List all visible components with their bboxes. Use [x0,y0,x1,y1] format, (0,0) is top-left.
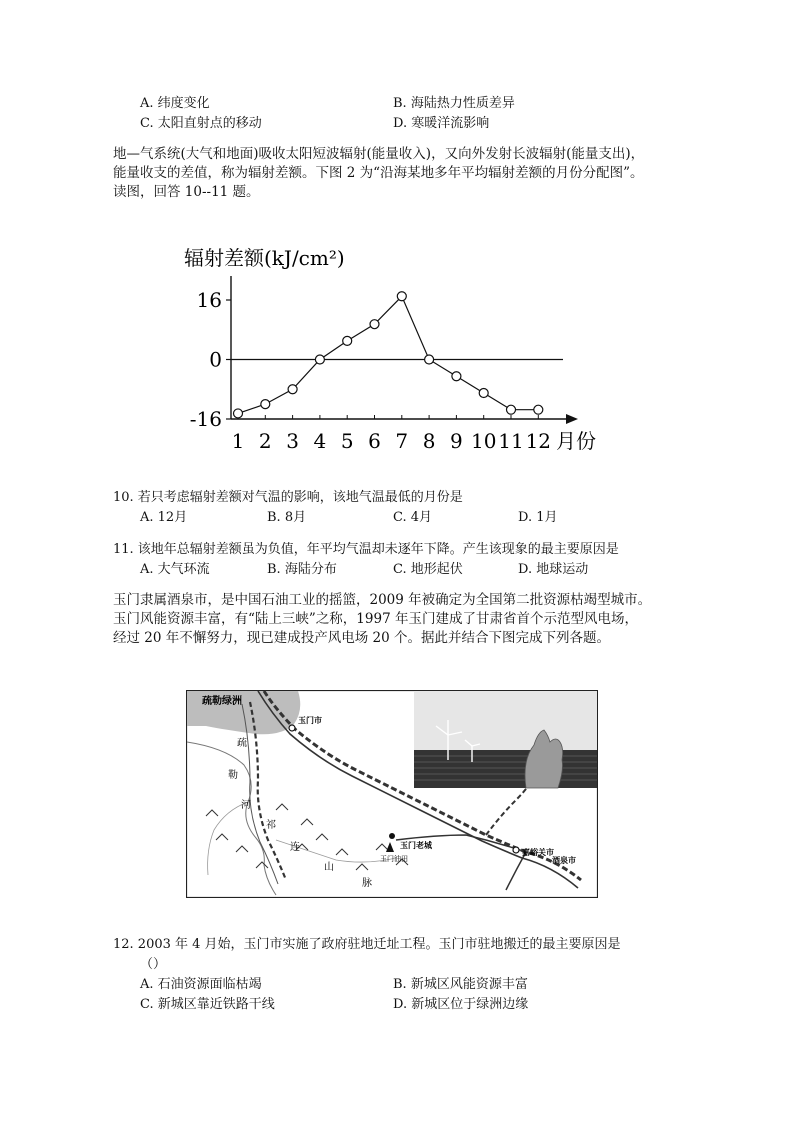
intro-10-11-line-2: 能量收支的差值，称为辐射差额。下图 2 为“沿海某地多年平均辐射差额的月份分配图”。 [113,165,644,181]
chart-x-axis-label: 月份 [556,429,596,453]
yumen-city-dot [289,725,295,731]
q10-option-b: B. 8月 [267,510,307,525]
q11-option-c: C. 地形起伏 [393,562,463,577]
data-point [397,292,406,301]
q12-option-a: A. 石油资源面临枯竭 [140,977,262,992]
y-tick-label: 0 [209,347,222,372]
radiation-chart [170,238,610,458]
x-tick-label: 12 [525,429,552,453]
y-tick-label: -16 [189,407,222,431]
series-line [238,296,538,413]
oasis-label: 疏勒绿洲 [202,696,242,707]
q11-option-b: B. 海陆分布 [267,562,337,577]
q9-option-c: C. 太阳直射点的移动 [140,116,262,131]
x-tick-label: 5 [340,429,354,453]
q12-paren: （） [140,957,167,972]
jiuquan-label: 酒泉市 [552,856,576,865]
q11-option-d: D. 地球运动 [518,562,589,577]
q11-option-a: A. 大气环流 [140,562,210,577]
x-tick-label: 9 [450,429,463,453]
data-point [507,405,516,414]
x-tick-label: 2 [258,429,272,453]
data-point [425,355,434,364]
x-tick-label: 7 [395,429,409,453]
x-tick-label: 4 [313,429,327,453]
q10-option-c: C. 4月 [393,510,433,525]
data-point [452,372,461,381]
oilfield-label: 玉门油田 [380,855,408,863]
yumen-map [186,690,598,898]
mountain-char-4: 脉 [362,878,372,889]
q12-option-d: D. 新城区位于绿洲边缘 [393,997,529,1012]
mountain-char-2: 连 [290,842,300,853]
data-point [343,336,352,345]
mountain-char-1: 祁 [266,820,276,831]
chart-x-ticks [232,415,551,453]
q10-stem: 10. 若只考虑辐射差额对气温的影响，该地气温最低的月份是 [113,490,463,505]
data-point [288,385,297,394]
x-tick-label: 11 [498,429,524,453]
q10-option-a: A. 12月 [140,510,188,525]
old-town-dot [389,833,395,839]
x-tick-label: 8 [422,429,436,453]
q9-option-b: B. 海陆热力性质差异 [393,96,515,111]
intro-10-11-line-3: 读图，回答 10--11 题。 [113,184,260,200]
q12-option-b: B. 新城区风能资源丰富 [393,977,528,992]
q12-option-c: C. 新城区靠近铁路干线 [140,997,275,1012]
river-char-1: 疏 [237,738,247,749]
river-char-3: 河 [241,800,251,811]
intro-12-line-2: 玉门风能资源丰富，有“陆上三峡”之称，1997 年玉门建成了甘肃省首个示范型风电场， [113,611,638,627]
q10-option-d: D. 1月 [518,510,558,525]
q9-option-a: A. 纬度变化 [140,96,210,111]
intro-10-11-line-1: 地—气系统(大气和地面)吸收太阳短波辐射(能量收入)，又向外发射长波辐射(能量支出)， [113,146,645,162]
x-tick-label: 10 [470,429,497,453]
old-town-label: 玉门老城 [400,841,432,850]
jiayuguan-dot [513,847,519,853]
intro-12-line-1: 玉门隶属酒泉市，是中国石油工业的摇篮，2009 年被确定为全国第二批资源枯竭型城市。 [113,592,652,608]
x-tick-label: 3 [286,429,299,453]
q9-option-d: D. 寒暖洋流影响 [393,116,490,131]
q11-stem: 11. 该地年总辐射差额虽为负值，年平均气温却未逐年下降。产生该现象的最主要原因是 [113,542,619,557]
wind-farm-photo [414,691,597,788]
y-tick-label: 16 [196,288,222,312]
yumen-city-label: 玉门市 [298,716,322,725]
x-tick-label: 1 [231,429,245,453]
data-point [370,320,379,329]
chart-y-axis-label: 辐射差额(kJ/cm²) [184,246,345,270]
data-point [479,388,488,397]
data-point [315,355,324,364]
q12-stem: 12. 2003 年 4 月始，玉门市实施了政府驻地迁址工程。玉门市驻地搬迁的最主要原因是 [113,937,621,952]
river-char-2: 勒 [228,770,238,781]
intro-12-line-3: 经过 20 年不懈努力，现已建成投产风电场 20 个。据此并结合下图完成下列各题。 [113,630,611,646]
mountain-char-3: 山 [324,862,334,873]
chart-y-ticks [190,288,231,431]
data-point [234,409,243,418]
data-point [534,405,543,414]
x-tick-label: 6 [368,429,381,453]
data-point [261,400,270,409]
jiayuguan-label: 嘉峪关市 [522,848,554,857]
